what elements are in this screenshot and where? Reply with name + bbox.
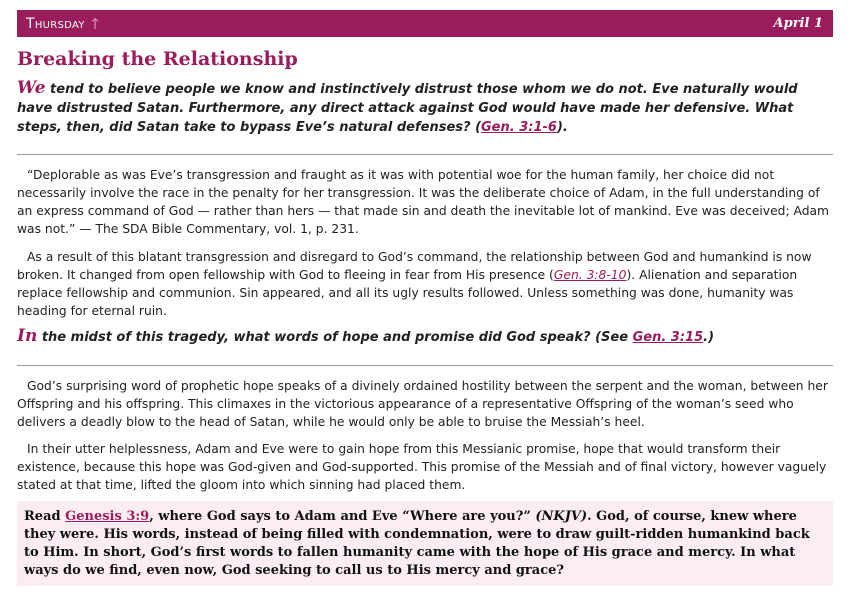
scripture-link-gen-3-8-10[interactable]: Gen. 3:8-10 bbox=[553, 268, 627, 282]
callout-text: Read bbox=[24, 509, 66, 524]
scripture-link-gen-3-15[interactable]: Gen. 3:15 bbox=[632, 330, 704, 345]
bible-version: (NKJV) bbox=[535, 509, 588, 524]
question-text: the midst of this tragedy, what words of hope and promise did God speak? (See bbox=[37, 330, 633, 345]
divider bbox=[17, 154, 833, 155]
callout-text: . God, of course, knew where they were. His words, instead of being filled with condemnation, were to draw guilt-ridden humankind back to Him. In short, God’s first words to fallen humanity came with the hope of His grace and mercy. In what ways do we find, even now, God seeking to call us to His mercy and grace? bbox=[24, 509, 810, 578]
day-header-bar bbox=[17, 10, 833, 37]
study-question-1 bbox=[17, 79, 837, 137]
divider bbox=[17, 365, 833, 366]
paragraph-text: ). Alienation and separation replace fellowship and communion. Sin appeared, and all its ugly results followed. Unless something was done, humanity was heading for eternal ruin. bbox=[17, 268, 798, 318]
scripture-link-genesis-3-9[interactable]: Genesis 3:9 bbox=[65, 509, 150, 524]
question-text: tend to believe people we know and instinctively distrust those whom we do not. Eve naturally would have distrusted Satan. Furthermore, any direct attack against God would have made her defensive. What steps, then, did Satan take to bypass Eve’s natural defenses? ( bbox=[17, 82, 798, 135]
question-end: ). bbox=[556, 120, 568, 135]
question-lead-word: We bbox=[17, 78, 46, 98]
lesson-title: Breaking the Relationship bbox=[17, 48, 298, 70]
paragraph-text: As a result of this blatant transgression and disregard to God’s command, the relationship between God and humankind is now broken. It changed from open fellowship with God to fleeing in fear from His presence ( bbox=[17, 250, 812, 282]
body-paragraph-3: God’s surprising word of prophetic hope speaks of a divinely ordained hostility between the serpent and the woman, between her Offspring and his offspring. This climaxes in the victorious appearance of a representative Offspring of the woman’s seed who delivers a deadly blow to the head of Satan, while he would only be able to bruise the Messiah’s heel. bbox=[17, 379, 828, 429]
body-paragraph-2 bbox=[17, 248, 837, 320]
day-label: Thursday bbox=[26, 15, 85, 32]
date-label: April 1 bbox=[773, 16, 823, 31]
up-arrow-icon[interactable]: ↑ bbox=[88, 14, 102, 33]
question-end: .) bbox=[703, 330, 715, 345]
day-label-group bbox=[26, 15, 102, 33]
commentary-paragraph: “Deplorable as was Eve’s transgression and fraught as it was with potential woe for the human family, her choice did not necessarily involve the race in the penalty for her transgression. It was the deliberate choice of Adam, in the full understanding of an express command of God — rather than hers — that made sin and death the inevitable lot of mankind. Eve was deceived; Adam was not.” — The SDA Bible Commentary, vol. 1, p. 231. bbox=[17, 168, 830, 236]
reflection-callout bbox=[17, 501, 833, 586]
study-question-2 bbox=[17, 327, 837, 347]
body-paragraph-4: In their utter helplessness, Adam and Eve were to gain hope from this Messianic promise, hope that would transform their existence, because this hope was God-given and God-supported. This promise of the Messiah and of final victory, however vaguely stated at that time, lifted the gloom into which sinning had placed them. bbox=[17, 442, 827, 492]
callout-text: , where God says to Adam and Eve “Where are you?” bbox=[149, 509, 536, 524]
scripture-link-gen-3-1-6[interactable]: Gen. 3:1-6 bbox=[481, 120, 557, 135]
question-lead-word: In bbox=[17, 326, 38, 346]
